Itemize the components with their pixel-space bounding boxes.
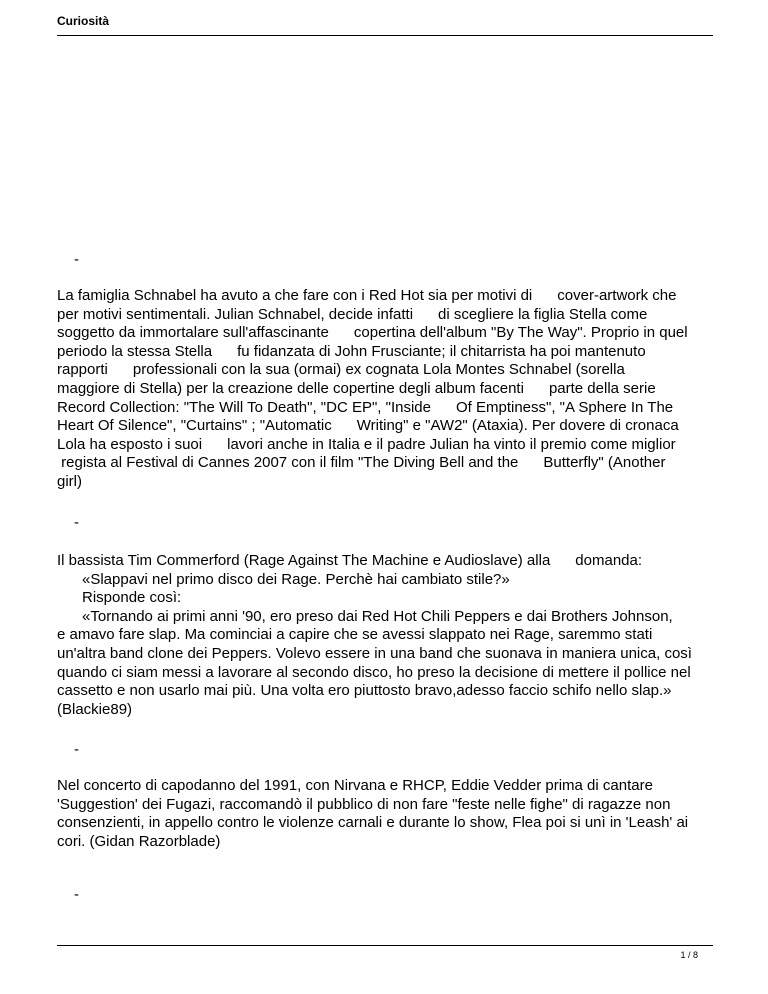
paragraph-commerford bbox=[57, 552, 713, 719]
text-line: Lola ha esposto i suoi lavori anche in Italia e il padre Julian ha vinto il premio come miglior bbox=[57, 435, 676, 453]
text-line: cori. (Gidan Razorblade) bbox=[57, 832, 221, 850]
separator-dash: - bbox=[74, 514, 79, 531]
text-line: rapporti professionali con la sua (ormai) ex cognata Lola Montes Schnabel (sorella bbox=[57, 361, 625, 379]
separator-dash: - bbox=[74, 886, 79, 903]
text-line: quando ci siam messi a lavorare al secondo disco, ho preso la decisione di mettere il pollice nel bbox=[57, 663, 691, 681]
text-line: Record Collection: "The Will To Death", "DC EP", "Inside Of Emptiness", "A Sphere In The bbox=[57, 398, 674, 416]
text-line: regista al Festival di Cannes 2007 con il film "The Diving Bell and the Butterfly" (Another bbox=[57, 454, 666, 472]
page-header-title: Curiosità bbox=[57, 14, 110, 28]
paragraph-schnabel bbox=[57, 287, 713, 492]
page-number: 1 / 8 bbox=[680, 950, 698, 960]
separator-dash: - bbox=[74, 741, 79, 758]
text-line: Heart Of Silence", "Curtains" ; "Automatic Writing" e "AW2" (Ataxia). Per dovere di cronaca bbox=[57, 417, 679, 435]
separator-dash: - bbox=[74, 251, 79, 268]
text-line: periodo la stessa Stella fu fidanzata di John Frusciante; il chitarrista ha poi mantenuto bbox=[57, 342, 646, 360]
text-line: soggetto da immortalare sull'affascinante copertina dell'album "By The Way". Proprio in quel bbox=[57, 324, 688, 342]
text-line: «Slappavi nel primo disco dei Rage. Perchè hai cambiato stile?» bbox=[57, 570, 510, 588]
text-line: un'altra band clone dei Peppers. Volevo essere in una band che suonava in maniera unica, così bbox=[57, 644, 692, 662]
paragraph-vedder bbox=[57, 777, 713, 851]
text-line: Il bassista Tim Commerford (Rage Against The Machine e Audioslave) alla domanda: bbox=[57, 552, 643, 569]
text-line: 'Suggestion' dei Fugazi, raccomandò il pubblico di non fare "feste nelle fighe" di ragazze non bbox=[57, 795, 671, 813]
text-line: per motivi sentimentali. Julian Schnabel, decide infatti di scegliere la figlia Stella come bbox=[57, 305, 648, 323]
text-line: consenzienti, in appello contro le violenze carnali e durante lo show, Flea poi si unì in 'Leash' ai bbox=[57, 814, 689, 832]
text-line: e amavo fare slap. Ma cominciai a capire che se avessi slappato nei Rage, saremmo stati bbox=[57, 626, 653, 644]
text-line: (Blackie89) bbox=[57, 700, 133, 718]
text-line: Risponde così: bbox=[57, 589, 182, 607]
text-line: Nel concerto di capodanno del 1991, con Nirvana e RHCP, Eddie Vedder prima di cantare bbox=[57, 777, 653, 794]
header-divider bbox=[57, 35, 713, 36]
text-line: «Tornando ai primi anni '90, ero preso dai Red Hot Chili Peppers e dai Brothers Johnson, bbox=[57, 607, 673, 625]
text-line: maggiore di Stella) per la creazione delle copertine degli album facenti parte della serie bbox=[57, 379, 656, 397]
text-line: La famiglia Schnabel ha avuto a che fare con i Red Hot sia per motivi di cover-artwork che bbox=[57, 287, 677, 304]
text-line: cassetto e non usarlo mai più. Una volta ero piuttosto bravo,adesso faccio schifo nello slap.» bbox=[57, 682, 672, 700]
text-line: girl) bbox=[57, 472, 82, 490]
footer-divider bbox=[57, 945, 713, 946]
